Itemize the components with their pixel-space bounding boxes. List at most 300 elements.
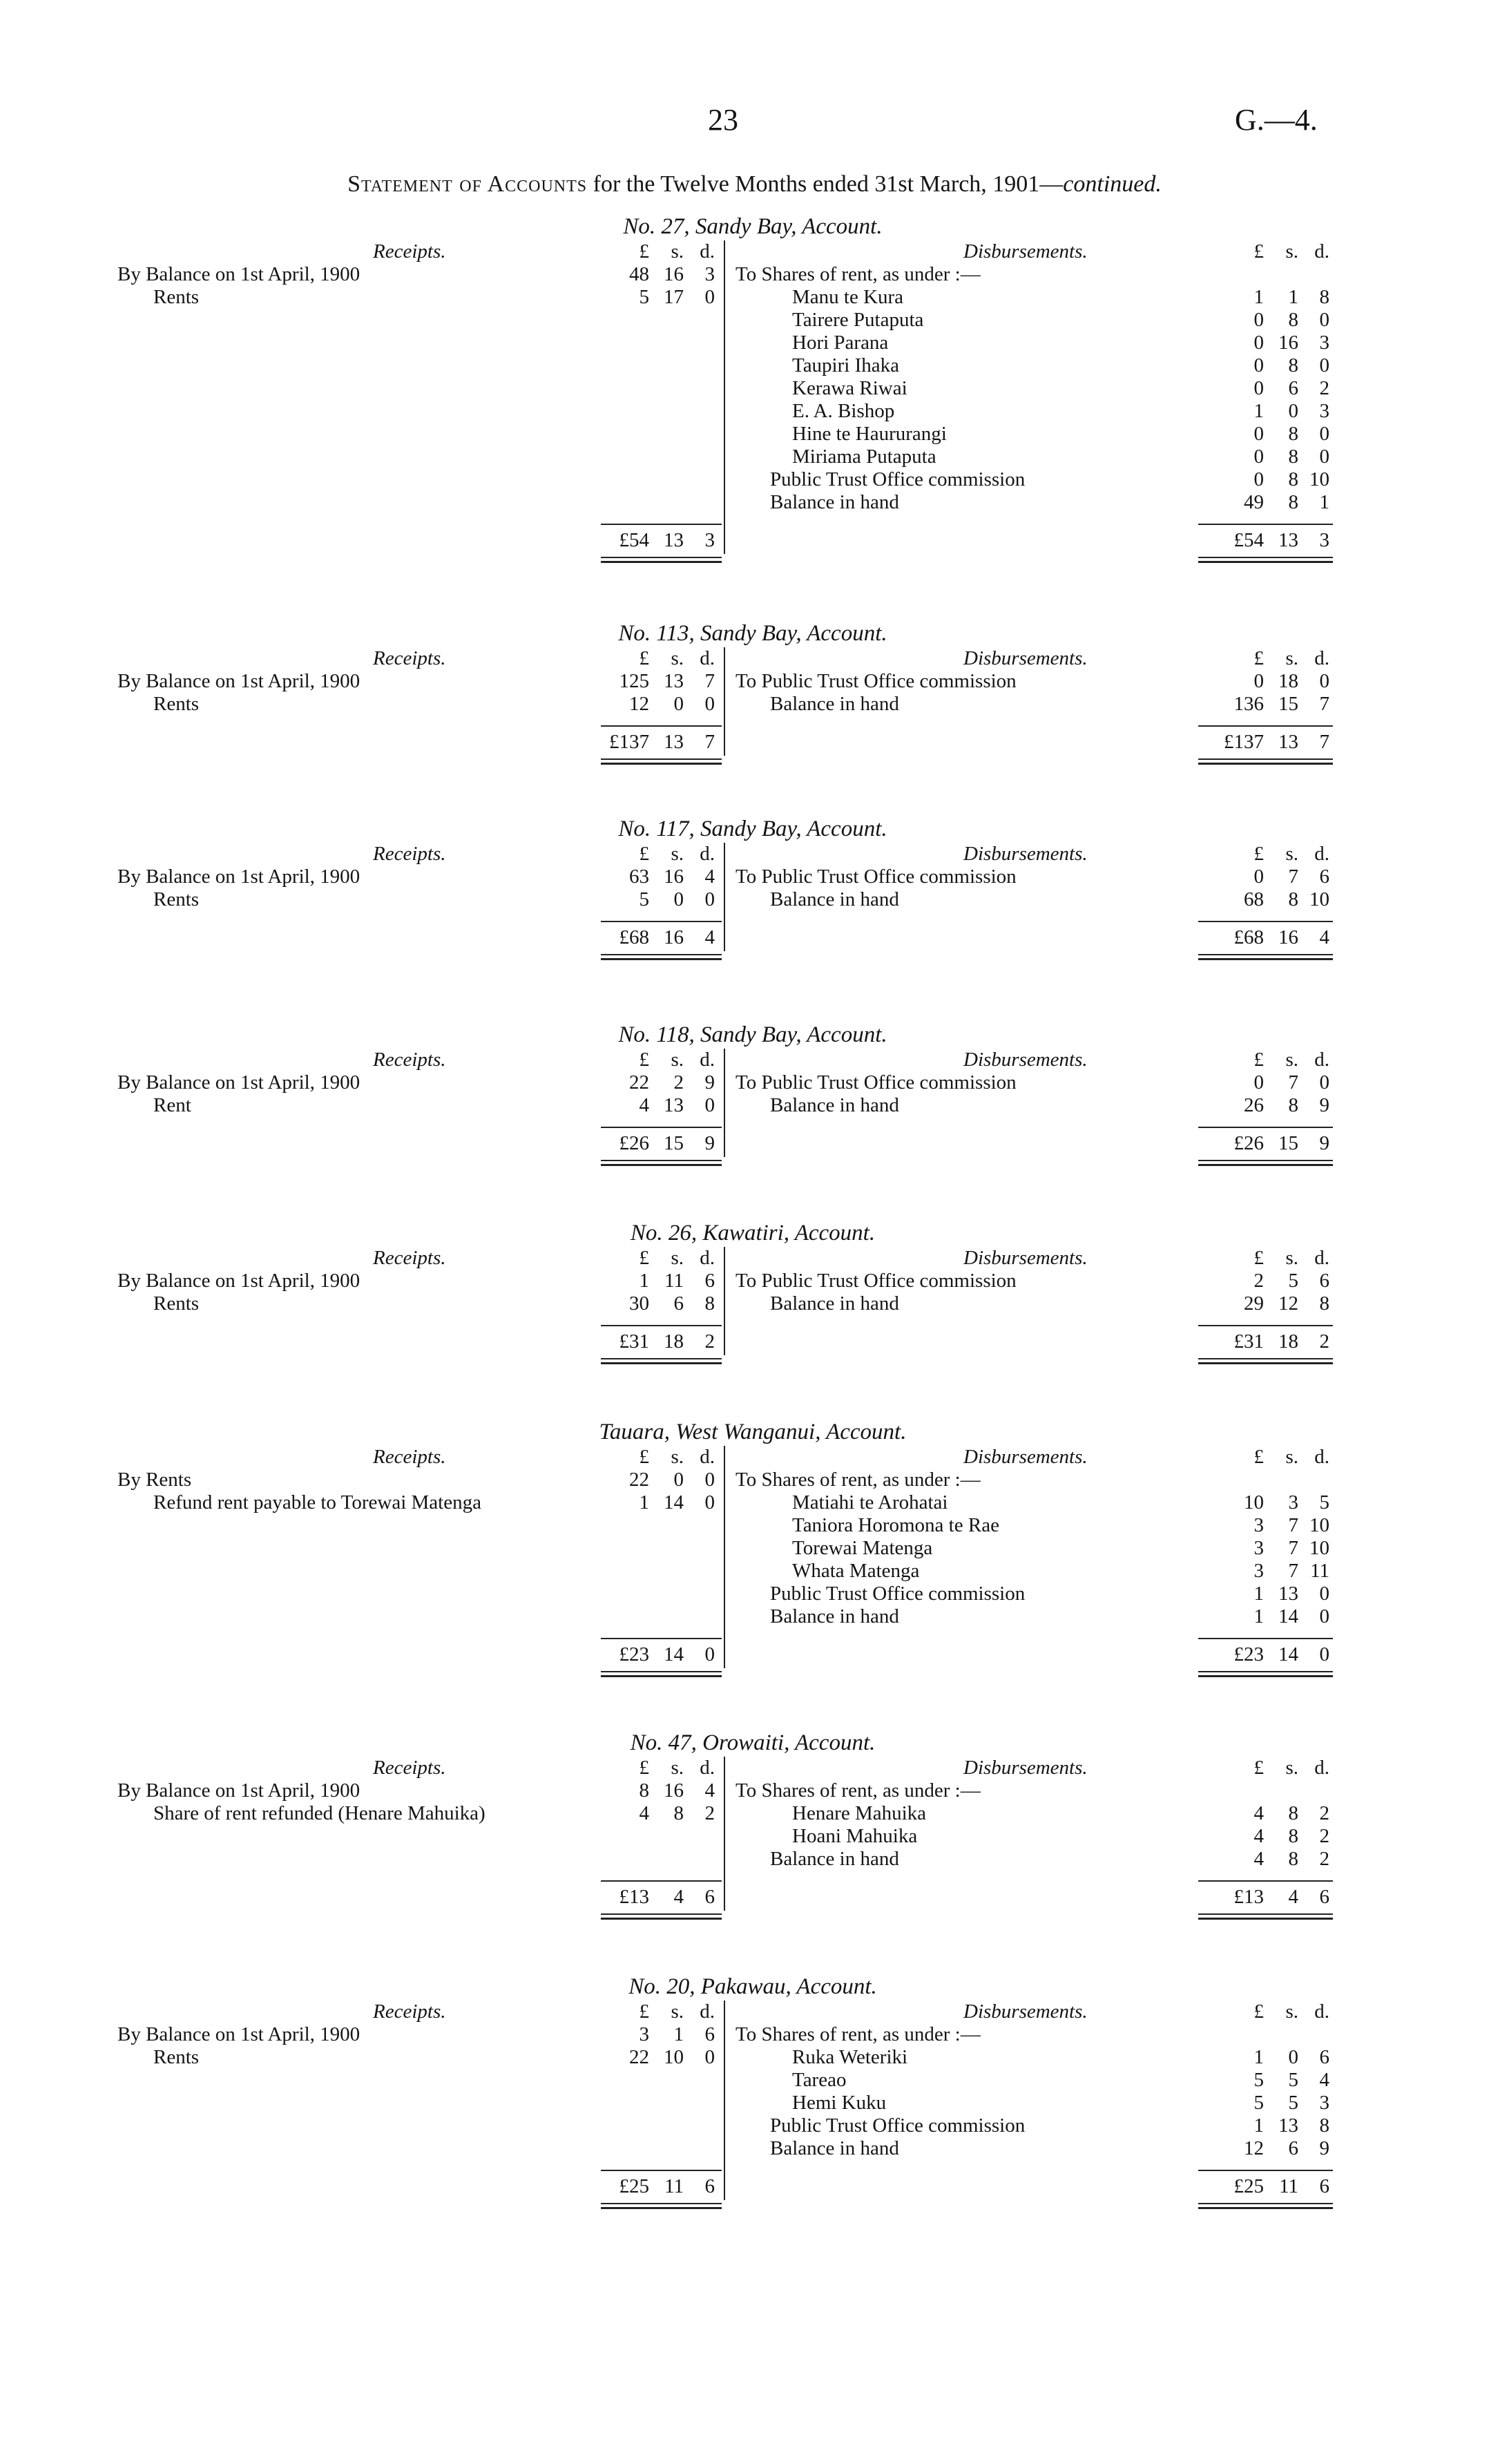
pence-value: 3: [704, 529, 715, 551]
receipts-header-row: [117, 240, 722, 263]
pence-header: d.: [1314, 1757, 1329, 1779]
receipt-row: [117, 888, 722, 911]
shillings-value: 18: [664, 1330, 684, 1353]
shillings-value: 11: [1279, 2175, 1298, 2197]
receipt-label: By Balance on 1st April, 1900: [117, 866, 361, 888]
shillings-header: s.: [671, 240, 684, 262]
account-name: Orowaiti, Account.: [702, 1730, 876, 1755]
shillings-value: 5: [1288, 2069, 1298, 2091]
receipts-total-double-rule: [601, 1358, 722, 1364]
column-divider: [724, 240, 725, 554]
shillings-value: 8: [1288, 888, 1298, 910]
disbursements-sum-rule: [1198, 1880, 1333, 1882]
receipt-label: Share of rent refunded (Henare Mahuika): [153, 1802, 486, 1824]
disbursements-column: [736, 1446, 1333, 1628]
disbursement-label: Hori Parana: [792, 332, 889, 354]
shillings-value: 0: [673, 1469, 684, 1491]
disbursement-row: [736, 377, 1333, 400]
disbursement-label: To Shares of rent, as under :—: [736, 263, 981, 285]
account-title: [117, 1729, 1333, 1757]
receipts-heading: Receipts.: [373, 240, 446, 262]
column-divider: [724, 647, 725, 756]
pounds-value: 0: [1253, 309, 1264, 331]
shillings-header: s.: [1285, 1247, 1298, 1269]
pounds-value: 0: [1253, 332, 1264, 354]
shillings-value: 16: [1278, 926, 1298, 948]
receipt-label: By Balance on 1st April, 1900: [117, 263, 361, 285]
disbursement-label: Manu te Kura: [792, 286, 904, 308]
account-section: [117, 815, 1333, 959]
disbursements-sum-rule: [1198, 1127, 1333, 1128]
disbursement-row: [736, 2023, 1333, 2046]
pence-value: 0: [704, 888, 715, 910]
pounds-value: £25: [1233, 2175, 1264, 2197]
shillings-value: 6: [1288, 377, 1298, 399]
receipt-row: [117, 1779, 722, 1802]
pounds-value: 49: [1244, 491, 1264, 513]
disbursements-header-row: [736, 240, 1333, 263]
pounds-header: £: [639, 1247, 649, 1269]
disbursement-label: To Public Trust Office commission: [736, 866, 1017, 888]
shillings-header: s.: [1285, 647, 1298, 669]
account-section: [117, 1219, 1333, 1364]
account-number: No. 27,: [623, 214, 690, 239]
disbursements-heading: Disbursements.: [963, 1049, 1088, 1071]
receipt-row: [117, 1802, 722, 1825]
account-body: [117, 1247, 1333, 1364]
pence-header: d.: [700, 1757, 715, 1779]
pounds-value: £68: [1233, 926, 1264, 948]
pounds-value: 1: [639, 1491, 649, 1513]
pence-value: 3: [1319, 2092, 1329, 2114]
disbursements-sum-rule: [1198, 1638, 1333, 1639]
pence-value: 6: [1319, 2175, 1329, 2197]
receipts-total-row: [117, 926, 722, 949]
disbursements-column: [736, 647, 1333, 716]
pounds-value: 4: [1253, 1802, 1264, 1824]
receipts-heading: Receipts.: [373, 1446, 446, 1468]
disbursement-row: [736, 2092, 1333, 2114]
receipt-row: [117, 286, 722, 309]
pence-value: 2: [704, 1802, 715, 1824]
shillings-value: 5: [1288, 1270, 1298, 1292]
receipt-label: By Balance on 1st April, 1900: [117, 2023, 361, 2045]
column-divider: [724, 1247, 725, 1355]
title-prefix: Statement of Accounts: [347, 171, 588, 197]
receipts-heading: Receipts.: [373, 1049, 446, 1071]
shillings-value: 4: [1288, 1886, 1298, 1908]
receipts-total-row: [117, 1886, 722, 1909]
disbursements-total-row: [736, 2175, 1333, 2198]
account-name: Kawatiri, Account.: [702, 1221, 876, 1245]
pence-value: 4: [1319, 926, 1329, 948]
disbursement-row: [736, 2114, 1333, 2137]
account-body: [117, 1446, 1333, 1677]
disbursements-header-row: [736, 647, 1333, 670]
pounds-header: £: [639, 1446, 649, 1468]
pence-value: 6: [1319, 1270, 1329, 1292]
account-section: [117, 1973, 1333, 2208]
receipt-row: [117, 1292, 722, 1315]
shillings-value: 1: [1288, 286, 1298, 308]
pounds-value: 3: [1253, 1537, 1264, 1559]
disbursements-total-double-rule: [1198, 758, 1333, 765]
receipt-label: By Balance on 1st April, 1900: [117, 1071, 361, 1093]
pence-value: 2: [1319, 1825, 1329, 1847]
disbursement-label: Balance in hand: [770, 491, 899, 513]
shillings-value: 15: [664, 1132, 684, 1154]
pounds-value: £31: [619, 1330, 649, 1353]
pence-value: 2: [704, 1330, 715, 1353]
disbursements-total-double-rule: [1198, 557, 1333, 563]
account-title: [117, 1219, 1333, 1247]
shillings-value: 8: [1288, 354, 1298, 376]
receipts-total-row: [117, 731, 722, 754]
shillings-value: 11: [664, 2175, 684, 2197]
disbursement-label: Balance in hand: [770, 888, 899, 910]
shillings-value: 7: [1288, 866, 1298, 888]
pounds-value: 1: [1253, 1583, 1264, 1605]
pence-header: d.: [700, 843, 715, 865]
receipt-row: [117, 866, 722, 888]
disbursement-label: Balance in hand: [770, 693, 899, 715]
pounds-value: 68: [1244, 888, 1264, 910]
shillings-value: 16: [664, 926, 684, 948]
pence-value: 0: [704, 1094, 715, 1116]
pence-header: d.: [700, 1446, 715, 1468]
disbursements-column: [736, 2000, 1333, 2160]
disbursement-label: E. A. Bishop: [792, 400, 895, 422]
disbursements-header-row: [736, 1247, 1333, 1270]
receipts-sum-rule: [601, 1880, 722, 1882]
pence-value: 0: [704, 1491, 715, 1513]
receipts-column: [117, 1757, 722, 1825]
pence-value: 0: [1319, 446, 1329, 468]
receipt-label: By Balance on 1st April, 1900: [117, 1270, 361, 1292]
pounds-value: 4: [1253, 1848, 1264, 1870]
pounds-value: £25: [619, 2175, 649, 2197]
receipts-sum-rule: [601, 1638, 722, 1639]
disbursement-row: [736, 1270, 1333, 1292]
shillings-value: 8: [1288, 468, 1298, 490]
disbursement-label: Torewai Matenga: [792, 1537, 933, 1559]
pounds-header: £: [639, 1049, 649, 1071]
pence-header: d.: [1314, 647, 1329, 669]
account-body: [117, 647, 1333, 764]
column-divider: [724, 1757, 725, 1911]
disbursement-label: To Shares of rent, as under :—: [736, 1469, 981, 1491]
pounds-value: £137: [609, 731, 649, 753]
pence-value: 8: [1319, 1292, 1329, 1315]
pence-value: 2: [1319, 377, 1329, 399]
receipt-row: [117, 693, 722, 716]
page-title: [0, 171, 1509, 198]
shillings-value: 7: [1288, 1071, 1298, 1093]
receipt-label: Rents: [153, 1292, 200, 1315]
shillings-value: 10: [664, 2046, 684, 2068]
pounds-value: 0: [1253, 354, 1264, 376]
pence-header: d.: [700, 1049, 715, 1071]
shillings-value: 14: [1278, 1605, 1298, 1627]
disbursement-row: [736, 670, 1333, 693]
receipts-column: [117, 1247, 722, 1315]
disbursements-heading: Disbursements.: [963, 843, 1088, 865]
disbursement-row: [736, 263, 1333, 286]
column-divider: [724, 1049, 725, 1157]
shillings-header: s.: [1285, 1757, 1298, 1779]
pence-value: 9: [1319, 2137, 1329, 2159]
account-name: Pakawau, Account.: [700, 1974, 877, 1999]
account-number: No. 20,: [628, 1974, 695, 1999]
shillings-value: 0: [673, 888, 684, 910]
pounds-value: 2: [1253, 1270, 1264, 1292]
pence-header: d.: [1314, 1049, 1329, 1071]
disbursement-label: Matiahi te Arohatai: [792, 1491, 948, 1513]
pence-value: 4: [704, 1779, 715, 1802]
pence-header: d.: [1314, 1247, 1329, 1269]
shillings-value: 13: [664, 731, 684, 753]
shillings-value: 13: [664, 1094, 684, 1116]
receipts-total-double-rule: [601, 1160, 722, 1166]
pounds-header: £: [1253, 843, 1264, 865]
account-section: [117, 1021, 1333, 1165]
disbursement-row: [736, 332, 1333, 354]
disbursement-label: Hemi Kuku: [792, 2092, 887, 2114]
pounds-value: £68: [619, 926, 649, 948]
pence-value: 0: [1319, 423, 1329, 445]
receipt-label: By Rents: [117, 1469, 192, 1491]
pence-value: 8: [1319, 2114, 1329, 2137]
disbursement-row: [736, 1560, 1333, 1583]
pounds-value: 0: [1253, 377, 1264, 399]
disbursements-heading: Disbursements.: [963, 1446, 1088, 1468]
disbursement-row: [736, 1537, 1333, 1560]
pounds-header: £: [1253, 1247, 1264, 1269]
receipts-total-double-rule: [601, 1913, 722, 1920]
disbursement-label: To Public Trust Office commission: [736, 1270, 1017, 1292]
pence-value: 0: [1319, 1071, 1329, 1093]
pounds-value: 22: [629, 1469, 649, 1491]
pence-value: 1: [1319, 491, 1329, 513]
pounds-value: £23: [619, 1643, 649, 1665]
pence-value: 7: [704, 731, 715, 753]
account-number: No. 26,: [630, 1221, 698, 1245]
shillings-value: 14: [664, 1491, 684, 1513]
disbursement-label: Balance in hand: [770, 1848, 899, 1870]
column-divider: [724, 1446, 725, 1668]
receipts-header-row: [117, 843, 722, 866]
disbursement-label: Hine te Haururangi: [792, 423, 947, 445]
receipts-total-double-rule: [601, 758, 722, 765]
pounds-header: £: [639, 1757, 649, 1779]
pounds-value: 0: [1253, 1071, 1264, 1093]
pence-value: 9: [1319, 1094, 1329, 1116]
receipt-label: By Balance on 1st April, 1900: [117, 1779, 361, 1802]
receipts-column: [117, 647, 722, 716]
shillings-value: 13: [1278, 731, 1298, 753]
account-name: Tauara, West Wanganui, Account.: [599, 1420, 907, 1444]
disbursement-label: To Shares of rent, as under :—: [736, 1779, 981, 1802]
pence-value: 10: [1309, 468, 1329, 490]
pounds-value: 29: [1244, 1292, 1264, 1315]
receipts-header-row: [117, 1049, 722, 1071]
receipts-sum-rule: [601, 524, 722, 525]
disbursement-row: [736, 1779, 1333, 1802]
receipts-heading: Receipts.: [373, 1757, 446, 1779]
shillings-value: 3: [1288, 1491, 1298, 1513]
disbursement-row: [736, 1094, 1333, 1117]
shillings-value: 7: [1288, 1514, 1298, 1536]
disbursements-total-double-rule: [1198, 1671, 1333, 1677]
disbursements-total-row: [736, 1132, 1333, 1155]
pence-value: 10: [1309, 1514, 1329, 1536]
account-body: [117, 240, 1333, 562]
page-number: 23: [708, 103, 738, 137]
pence-header: d.: [700, 240, 715, 262]
disbursement-row: [736, 1825, 1333, 1848]
receipts-header-row: [117, 2000, 722, 2023]
pounds-value: £13: [619, 1886, 649, 1908]
title-middle: for the Twelve Months ended 31st March, 1901—: [587, 171, 1064, 197]
disbursements-column: [736, 240, 1333, 514]
disbursement-row: [736, 468, 1333, 491]
pence-value: 0: [704, 286, 715, 308]
disbursements-heading: Disbursements.: [963, 240, 1088, 262]
shillings-value: 0: [1288, 2046, 1298, 2068]
page-reference: G.—4.: [1235, 103, 1318, 137]
pounds-value: £137: [1224, 731, 1264, 753]
disbursement-row: [736, 2046, 1333, 2069]
receipt-label: Rents: [153, 888, 200, 910]
shillings-value: 16: [664, 866, 684, 888]
receipts-sum-rule: [601, 921, 722, 922]
shillings-header: s.: [671, 1446, 684, 1468]
disbursements-heading: Disbursements.: [963, 2000, 1088, 2023]
pence-value: 3: [1319, 400, 1329, 422]
pounds-header: £: [1253, 647, 1264, 669]
pounds-value: 1: [1253, 286, 1264, 308]
receipts-heading: Receipts.: [373, 843, 446, 865]
disbursement-row: [736, 286, 1333, 309]
shillings-value: 18: [1278, 1330, 1298, 1353]
disbursements-heading: Disbursements.: [963, 1757, 1088, 1779]
pence-header: d.: [1314, 843, 1329, 865]
shillings-value: 6: [1288, 2137, 1298, 2159]
shillings-value: 2: [673, 1071, 684, 1093]
pence-value: 0: [704, 2046, 715, 2068]
disbursement-label: To Public Trust Office commission: [736, 670, 1017, 692]
pounds-value: 12: [629, 693, 649, 715]
pence-value: 3: [1319, 529, 1329, 551]
pence-header: d.: [1314, 1446, 1329, 1468]
receipts-column: [117, 2000, 722, 2069]
disbursement-row: [736, 2137, 1333, 2160]
shillings-value: 18: [1278, 670, 1298, 692]
shillings-value: 8: [1288, 491, 1298, 513]
disbursements-header-row: [736, 843, 1333, 866]
account-number: No. 47,: [630, 1730, 697, 1755]
receipts-column: [117, 843, 722, 911]
receipt-label: Rent: [153, 1094, 191, 1116]
pence-value: 4: [704, 866, 715, 888]
shillings-value: 16: [664, 263, 684, 285]
column-divider: [724, 843, 725, 951]
receipts-sum-rule: [601, 1325, 722, 1326]
disbursement-label: Balance in hand: [770, 1292, 899, 1315]
disbursements-total-double-rule: [1198, 1160, 1333, 1166]
pounds-value: £54: [619, 529, 649, 551]
pounds-value: £26: [619, 1132, 649, 1154]
disbursements-total-double-rule: [1198, 1358, 1333, 1364]
pence-header: d.: [1314, 240, 1329, 262]
receipts-header-row: [117, 1446, 722, 1469]
pounds-header: £: [1253, 2000, 1264, 2023]
disbursement-row: [736, 1514, 1333, 1537]
account-name: Sandy Bay, Account.: [700, 1022, 887, 1047]
receipt-row: [117, 1469, 722, 1491]
disbursement-row: [736, 491, 1333, 514]
pence-value: 0: [1319, 1605, 1329, 1627]
pounds-value: 3: [1253, 1560, 1264, 1582]
shillings-header: s.: [671, 647, 684, 669]
pence-value: 6: [1319, 1886, 1329, 1908]
receipts-total-double-rule: [601, 954, 722, 960]
pounds-header: £: [639, 240, 649, 262]
disbursement-row: [736, 1292, 1333, 1315]
pence-value: 3: [704, 263, 715, 285]
shillings-value: 8: [1288, 1802, 1298, 1824]
account-name: Sandy Bay, Account.: [695, 214, 883, 239]
pounds-value: 22: [629, 2046, 649, 2068]
shillings-value: 13: [1278, 1583, 1298, 1605]
pence-value: 6: [1319, 2046, 1329, 2068]
pence-value: 4: [1319, 2069, 1329, 2091]
shillings-header: s.: [671, 1757, 684, 1779]
shillings-header: s.: [1285, 2000, 1298, 2023]
pounds-value: 48: [629, 263, 649, 285]
pounds-value: £13: [1233, 1886, 1264, 1908]
disbursements-sum-rule: [1198, 1325, 1333, 1326]
pounds-value: 30: [629, 1292, 649, 1315]
receipts-total-row: [117, 529, 722, 552]
disbursement-label: Henare Mahuika: [792, 1802, 927, 1824]
disbursement-label: Taupiri Ihaka: [792, 354, 899, 376]
shillings-value: 15: [1278, 693, 1298, 715]
pounds-value: 8: [639, 1779, 649, 1802]
shillings-header: s.: [1285, 1049, 1298, 1071]
pounds-value: 63: [629, 866, 649, 888]
disbursement-row: [736, 446, 1333, 468]
pence-header: d.: [700, 647, 715, 669]
pounds-value: £54: [1233, 529, 1264, 551]
disbursement-row: [736, 1802, 1333, 1825]
pence-value: 0: [1319, 354, 1329, 376]
receipts-total-double-rule: [601, 1671, 722, 1677]
shillings-value: 0: [673, 693, 684, 715]
disbursements-total-double-rule: [1198, 1913, 1333, 1920]
disbursements-column: [736, 1049, 1333, 1117]
pounds-value: 22: [629, 1071, 649, 1093]
pounds-value: £31: [1233, 1330, 1264, 1353]
pounds-value: 0: [1253, 468, 1264, 490]
pence-value: 10: [1309, 888, 1329, 910]
shillings-header: s.: [1285, 240, 1298, 262]
pounds-value: 1: [1253, 2046, 1264, 2068]
receipts-total-row: [117, 2175, 722, 2198]
pence-value: 3: [1319, 332, 1329, 354]
pounds-value: 3: [639, 2023, 649, 2045]
receipt-label: Rents: [153, 2046, 200, 2068]
